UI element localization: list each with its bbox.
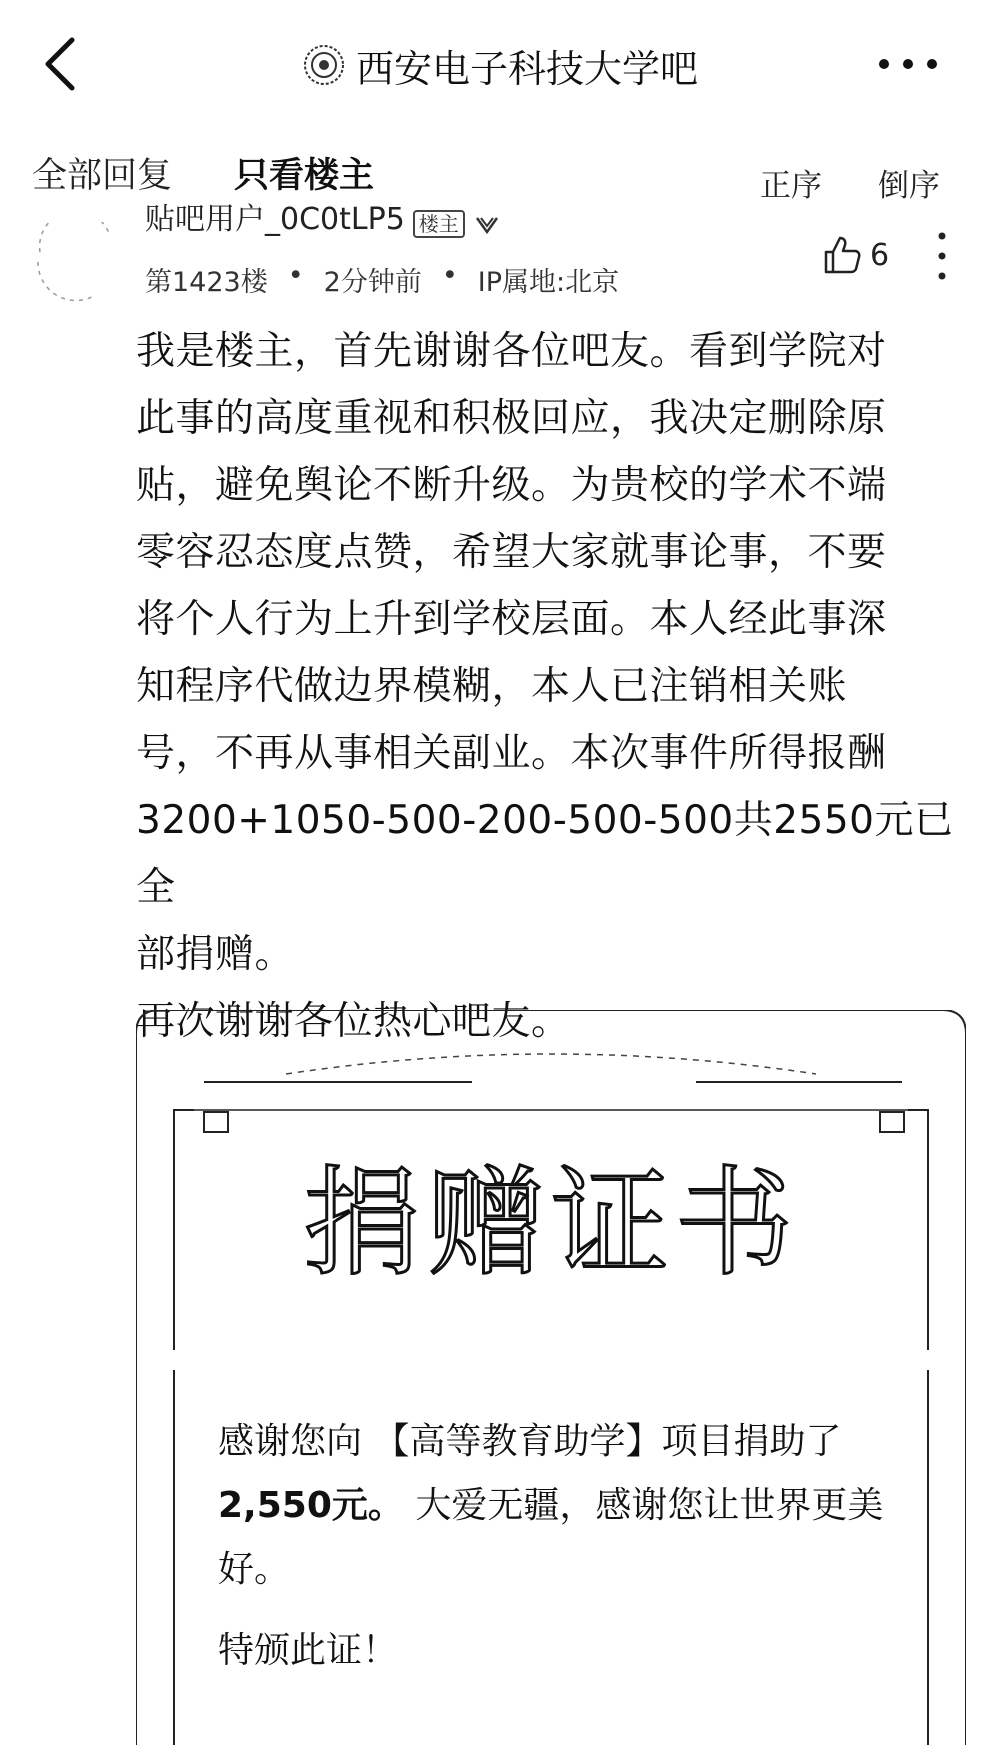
- post-more-button[interactable]: [930, 230, 954, 282]
- vertical-dots-icon: [930, 230, 954, 282]
- tab-op-only[interactable]: 只看楼主: [234, 156, 375, 196]
- avatar-placeholder-icon: [30, 222, 120, 302]
- post-line: 此事的高度重视和积极回应，我决定删除原: [136, 396, 887, 441]
- post-line: 再次谢谢各位热心吧友。: [136, 999, 571, 1044]
- meta-separator: •: [287, 260, 304, 291]
- ip-location: IP属地:北京: [477, 267, 620, 298]
- post-line: 号，不再从事相关副业。本次事件所得报酬: [136, 731, 887, 776]
- more-dots-icon: [872, 40, 944, 88]
- thumbs-up-icon: [822, 234, 862, 276]
- post-content: [136, 318, 966, 1055]
- donation-amount: 2,550元。: [218, 1485, 404, 1526]
- post-meta: [145, 260, 619, 299]
- certificate-text: [218, 1410, 898, 1602]
- post-line: 将个人行为上升到学校层面。本人经此事深: [136, 597, 887, 642]
- username[interactable]: 贴吧用户_0C0tLP5: [145, 202, 405, 237]
- forum-logo-icon: [302, 43, 346, 87]
- post-time: 2分钟前: [323, 267, 422, 298]
- meta-separator: •: [441, 260, 458, 291]
- post-header: [0, 202, 1000, 298]
- op-badge: 楼主: [413, 210, 465, 238]
- like-count: 6: [870, 237, 890, 273]
- certificate-text-before: 感谢您向 【高等教育助学】项目捐助了: [218, 1421, 842, 1462]
- post-line: 知程序代做边界模糊，本人已注销相关账: [136, 664, 848, 709]
- forum-title: 西安电子科技大学吧: [355, 46, 698, 91]
- certificate-title: 捐赠证书: [302, 1154, 799, 1292]
- post-line: 贴，避免舆论不断升级。为贵校的学术不端: [136, 463, 887, 508]
- more-options-button[interactable]: [872, 40, 944, 88]
- post-line: 我是楼主，首先谢谢各位吧友。看到学院对: [136, 329, 887, 374]
- username-row: [145, 202, 501, 238]
- top-nav-bar: [0, 0, 1000, 130]
- certificate-footer: 特颁此证！: [218, 1630, 399, 1671]
- forum-header[interactable]: [0, 38, 1000, 92]
- level-badge-icon: [473, 210, 501, 238]
- floor-number: 第1423楼: [145, 267, 268, 298]
- like-button[interactable]: [822, 232, 889, 278]
- sort-descending[interactable]: 倒序: [878, 168, 940, 204]
- avatar[interactable]: [30, 222, 120, 302]
- certificate-text-after: 大爱无疆，感谢您让世界更美好。: [218, 1485, 884, 1590]
- post-line: 零容忍态度点赞，希望大家就事论事，不要: [136, 530, 887, 575]
- sort-ascending[interactable]: 正序: [760, 168, 822, 204]
- post-line: 3200+1050-500-200-500-500共2550元已全: [136, 798, 954, 910]
- post-line: 部捐赠。: [136, 932, 295, 977]
- tab-all-replies[interactable]: 全部回复: [32, 156, 173, 196]
- donation-certificate-image[interactable]: [136, 1010, 966, 1745]
